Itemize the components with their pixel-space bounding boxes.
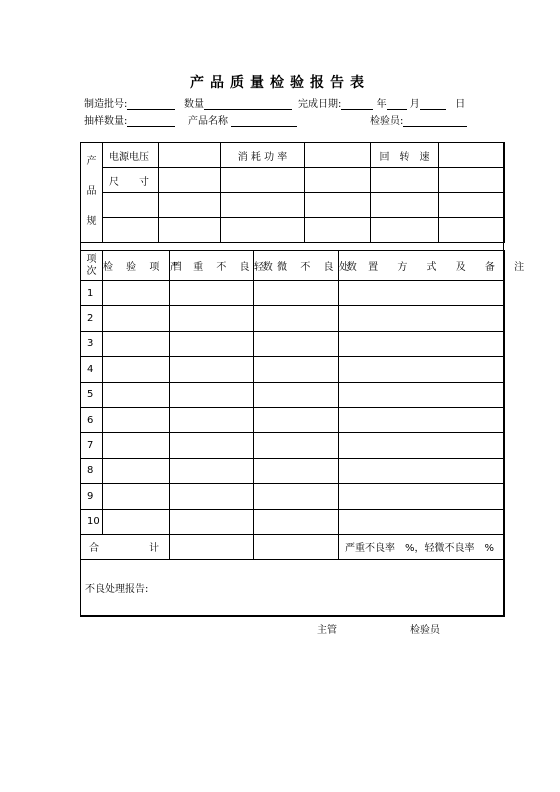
minor-defect-cell[interactable] [254, 357, 339, 382]
major-defect-cell[interactable] [170, 458, 254, 483]
spec-cell[interactable] [371, 193, 439, 218]
header-inspector-blank[interactable] [403, 116, 467, 127]
item-cell[interactable] [103, 458, 170, 483]
minor-defect-cell[interactable] [254, 458, 339, 483]
item-cell[interactable] [103, 407, 170, 432]
total-major-value[interactable] [170, 534, 254, 559]
index-header [81, 251, 103, 281]
header-inspector-label: 检验员: [370, 116, 404, 127]
total-minor-value[interactable] [254, 534, 339, 559]
defect-report-label: 不良处理报告: [85, 583, 149, 595]
handling-cell[interactable] [339, 458, 505, 483]
spec-cell[interactable] [371, 168, 439, 193]
handling-cell[interactable] [339, 433, 505, 458]
item-cell[interactable] [103, 433, 170, 458]
finish-date-field [298, 95, 465, 110]
defect-report-cell[interactable] [81, 559, 505, 616]
spec-cell[interactable] [305, 218, 371, 243]
inspection-header-row [81, 251, 505, 281]
minor-defect-cell[interactable] [254, 306, 339, 331]
spec-cell[interactable] [305, 168, 371, 193]
spec-table [80, 142, 505, 243]
spec-cell[interactable] [221, 168, 305, 193]
row-index: 7 [81, 433, 103, 458]
item-header: 检 验 项 目 [103, 251, 170, 281]
spec-cell[interactable] [159, 218, 221, 243]
spec-cell[interactable] [371, 218, 439, 243]
handling-cell[interactable] [339, 509, 505, 534]
month-label: 月 [409, 99, 420, 110]
minor-defect-header: 轻 微 不 良 数 [254, 251, 339, 281]
speed-label: 回 转 速 [371, 143, 439, 168]
row-index: 8 [81, 458, 103, 483]
item-cell[interactable] [103, 331, 170, 356]
row-index: 6 [81, 407, 103, 432]
batch-number-label: 制造批号: [84, 99, 128, 110]
speed-value[interactable] [439, 143, 505, 168]
day-label: 日 [455, 99, 466, 110]
row-index: 5 [81, 382, 103, 407]
spec-cell[interactable] [305, 193, 371, 218]
spec-cell[interactable] [439, 218, 505, 243]
item-cell[interactable] [103, 484, 170, 509]
inspection-row [81, 458, 505, 483]
major-defect-header: 严 重 不 良 数 [170, 251, 254, 281]
inspection-row [81, 433, 505, 458]
inspection-row [81, 306, 505, 331]
handling-cell[interactable] [339, 357, 505, 382]
quantity-field [184, 95, 292, 110]
quantity-label: 数量 [184, 99, 204, 110]
handling-cell[interactable] [339, 331, 505, 356]
inspection-row [81, 281, 505, 306]
finish-year-blank[interactable] [341, 99, 373, 110]
row-index: 9 [81, 484, 103, 509]
year-label: 年 [376, 99, 387, 110]
finish-date-label: 完成日期: [298, 99, 342, 110]
spec-vertical-char-3: 规 [86, 216, 97, 227]
major-defect-cell[interactable] [170, 281, 254, 306]
product-name-field [188, 112, 297, 127]
batch-number-blank[interactable] [127, 99, 175, 110]
spec-cell[interactable] [221, 218, 305, 243]
inspection-row [81, 382, 505, 407]
spec-vertical-char-1: 产 [86, 156, 97, 167]
page-title: 产品质量检验报告表 [190, 75, 370, 91]
inspection-row [81, 509, 505, 534]
row-index: 1 [81, 281, 103, 306]
sample-quantity-label: 抽样数量: [84, 116, 128, 127]
finish-day-blank[interactable] [420, 99, 446, 110]
row-index: 2 [81, 306, 103, 331]
defect-report-row [81, 559, 505, 616]
supervisor-label: 主管 [317, 625, 337, 636]
sample-quantity-field [84, 112, 175, 127]
item-cell[interactable] [103, 382, 170, 407]
minor-defect-cell[interactable] [254, 382, 339, 407]
handling-cell[interactable] [339, 484, 505, 509]
voltage-label: 电源电压 [103, 143, 159, 168]
major-defect-cell[interactable] [170, 509, 254, 534]
product-name-label: 产品名称 [188, 116, 228, 127]
item-cell[interactable] [103, 306, 170, 331]
footer-inspector-label: 检验员 [410, 625, 440, 636]
item-cell[interactable] [103, 509, 170, 534]
spec-cell[interactable] [439, 168, 505, 193]
handling-cell[interactable] [339, 382, 505, 407]
inspection-rows [81, 281, 505, 535]
minor-defect-cell[interactable] [254, 407, 339, 432]
major-defect-cell[interactable] [170, 306, 254, 331]
spec-cell[interactable] [221, 193, 305, 218]
spec-vertical-char-2: 品 [86, 186, 97, 197]
defect-rate-text: 严重不良率 %，轻微不良率 % [339, 534, 505, 559]
spec-cell[interactable] [439, 193, 505, 218]
index-header-char-2: 次 [86, 265, 97, 277]
sample-quantity-blank[interactable] [127, 116, 175, 127]
product-name-blank[interactable] [231, 116, 297, 127]
major-defect-cell[interactable] [170, 433, 254, 458]
total-row [81, 534, 505, 559]
minor-defect-cell[interactable] [254, 484, 339, 509]
row-index: 10 [81, 509, 103, 534]
item-cell[interactable] [103, 357, 170, 382]
major-defect-cell[interactable] [170, 357, 254, 382]
header-inspector-field [370, 112, 467, 127]
size-label: 尺 寸 [103, 168, 159, 193]
total-label: 合 计 [81, 534, 170, 559]
handling-cell[interactable] [339, 281, 505, 306]
minor-defect-cell[interactable] [254, 331, 339, 356]
inspection-table [80, 250, 533, 617]
minor-defect-cell[interactable] [254, 281, 339, 306]
finish-month-blank[interactable] [387, 99, 407, 110]
spec-vertical-label [81, 143, 103, 243]
spec-cell[interactable] [159, 168, 221, 193]
spec-cell[interactable] [103, 193, 159, 218]
inspection-row [81, 484, 505, 509]
major-defect-cell[interactable] [170, 382, 254, 407]
row-index: 4 [81, 357, 103, 382]
spec-cell[interactable] [159, 193, 221, 218]
major-defect-cell[interactable] [170, 331, 254, 356]
index-header-char-1: 项 [86, 253, 97, 265]
major-defect-cell[interactable] [170, 484, 254, 509]
handling-cell[interactable] [339, 306, 505, 331]
inspection-row [81, 357, 505, 382]
minor-defect-cell[interactable] [254, 509, 339, 534]
power-label: 消 耗 功 率 [221, 143, 305, 168]
power-value[interactable] [305, 143, 371, 168]
minor-defect-cell[interactable] [254, 433, 339, 458]
batch-number-field [84, 95, 175, 110]
voltage-value[interactable] [159, 143, 221, 168]
spec-cell[interactable] [103, 218, 159, 243]
inspection-row [81, 407, 505, 432]
item-cell[interactable] [103, 281, 170, 306]
quantity-blank[interactable] [204, 99, 292, 110]
inspection-row [81, 331, 505, 356]
major-defect-cell[interactable] [170, 407, 254, 432]
handling-header: 处 置 方 式 及 备 注 [339, 251, 505, 281]
handling-cell[interactable] [339, 407, 505, 432]
row-index: 3 [81, 331, 103, 356]
